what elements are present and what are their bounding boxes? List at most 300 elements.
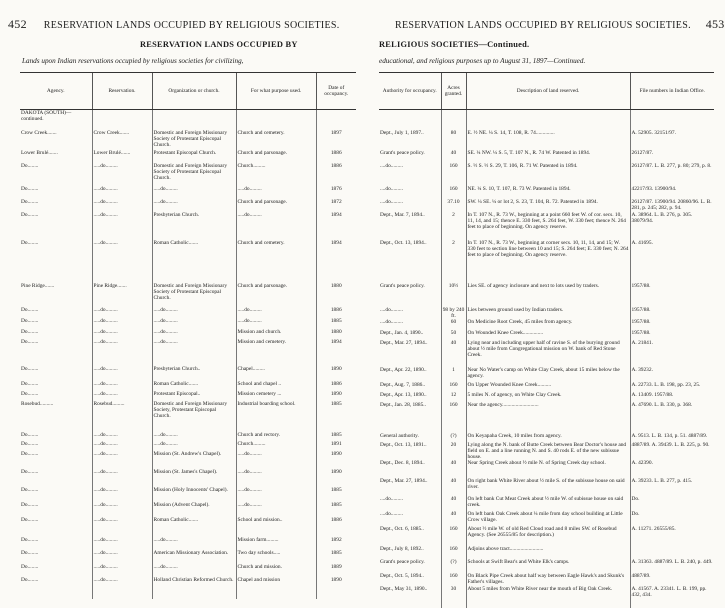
table-cell: Crow Creek....... [21, 129, 57, 136]
table-cell: ....do......... [380, 318, 403, 325]
table-cell: 160 [441, 546, 466, 559]
table-row [20, 391, 356, 401]
table-cell: 1890 [316, 451, 356, 469]
table-cell: A. 13409. 1957/88. [630, 392, 714, 402]
table-cell: Do........ [21, 516, 39, 523]
table-cell: A. 9513. L. B. 134, p. 51. 4887/89. [630, 433, 714, 442]
table-cell [630, 546, 714, 559]
table-cell: 1957/88. [630, 283, 714, 307]
right-subtitle: educational, and religious purposes up to August 31, 1897—Continued. [379, 57, 586, 65]
table-cell: .....do......... [236, 186, 316, 199]
right-header-cell: Description of land reserved. [466, 73, 630, 110]
table-cell: .....do......... [92, 441, 152, 451]
table-cell: Schools at Swift Bear's and White Elk's camps. [466, 559, 630, 573]
table-cell: 1880 [316, 329, 356, 339]
table-cell: Dept., Aug. 7, 1886.. [380, 381, 426, 388]
table-cell: Domestic and Foreign Missionary Society of Protestant Episcopal Church. [152, 163, 236, 186]
table-cell [236, 110, 316, 130]
table-row [20, 441, 356, 451]
table-cell: 1897 [316, 130, 356, 150]
table-cell: Church and cemetery. [236, 130, 316, 150]
table-cell: .....do......... [92, 487, 152, 502]
table-cell: Church and parsonage. [236, 199, 316, 212]
table-cell: Two day schools..... [236, 550, 316, 564]
right-page [359, 0, 725, 600]
table-cell: Church and mission. [236, 564, 316, 577]
table-cell: .....do......... [92, 502, 152, 517]
table-cell: 160 [441, 402, 466, 433]
table-cell: 1892 [316, 537, 356, 550]
table-cell: .....do......... [152, 564, 236, 577]
table-row [379, 163, 714, 186]
table-cell: .....do......... [152, 339, 236, 366]
table-cell: 1894 [316, 212, 356, 240]
table-cell: 1885 [316, 550, 356, 564]
table-cell: School and mission.. [236, 517, 316, 537]
table-row [20, 381, 356, 391]
table-cell: 40 [441, 478, 466, 496]
table-cell: NE. ¼ S. 10, T. 107, R. 73 W. Patented in 1894. [466, 186, 630, 199]
table-cell: Dept., Apr. 22, 1890.. [380, 366, 427, 373]
table-cell: Do........ [21, 549, 39, 556]
table-row [20, 186, 356, 199]
table-cell: Do........ [21, 390, 39, 397]
table-cell: In T. 107 N., R. 73 W., beginning at corner secs. 10, 11, 14, and 15; W. 330 feet to section line between 10 and 15; S. 264 feet; E. 330 feet; N. 264 feet to place of beginning. On agency reserve. [466, 240, 630, 283]
table-cell: 1886 [316, 163, 356, 186]
table-cell: Domestic and Foreign Missionary Society, Protestant Episcopal Church. [152, 401, 236, 432]
table-cell: .....do......... [92, 329, 152, 339]
table-cell: 40 [441, 496, 466, 511]
table-cell: Do........ [21, 576, 39, 583]
table-cell: 1886 [316, 150, 356, 163]
table-row [379, 511, 714, 526]
table-cell: Mission and church. [236, 329, 316, 339]
table-cell: ....do......... [380, 495, 403, 502]
table-cell: Do........ [21, 440, 39, 447]
left-header-cell: Reservation. [92, 73, 152, 110]
table-cell [630, 110, 714, 130]
table-cell: (?) [441, 433, 466, 442]
table-row [379, 392, 714, 402]
table-cell: 1890 [316, 391, 356, 401]
table-cell: 1886 [316, 381, 356, 391]
table-row [20, 339, 356, 366]
left-subtitle: Lands upon Indian reservations occupied by religious societies for civilizing, [22, 57, 244, 65]
table-cell: 40 [441, 150, 466, 163]
table-row [379, 496, 714, 511]
table-cell: .....do......... [92, 212, 152, 240]
table-cell: .....do......... [236, 212, 316, 240]
table-row [379, 283, 714, 307]
table-row [20, 307, 356, 318]
table-cell: Dept., May 31, 1890.. [380, 585, 428, 592]
table-cell: 160 [441, 573, 466, 586]
table-row [20, 550, 356, 564]
table-row [379, 240, 714, 283]
table-cell: 20 [441, 442, 466, 460]
table-cell: .....do......... [236, 502, 316, 517]
table-cell: .....do......... [236, 487, 316, 502]
table-cell: 1885 [316, 401, 356, 432]
table-cell: Near the agency........................... [466, 402, 630, 433]
table-cell: 30 [441, 586, 466, 608]
table-cell: .....do......... [92, 391, 152, 401]
table-cell: .....do......... [152, 186, 236, 199]
table-cell: 1894 [316, 240, 356, 283]
table-cell: A. 38964. L. B. 276, p. 305. 38079/94. [630, 212, 714, 240]
table-cell: Dept., July 1, 1897.. [380, 129, 424, 136]
table-cell: Lying along the N. bank of Butte Creek between Bear Doctor's house and field on E. and a line running N. and S. 40 rods E. of the new subissue house. [466, 442, 630, 460]
table-cell: A. 41567. A. 23341. L. B. 199, pp. 432, 434. [630, 586, 714, 608]
table-cell: 40 [441, 340, 466, 367]
table-cell: .....do......... [92, 240, 152, 283]
table-cell: 1889 [316, 564, 356, 577]
table-cell: 1891 [316, 441, 356, 451]
table-row [20, 502, 356, 517]
table-cell: .....do......... [92, 199, 152, 212]
table-cell: Mission farm......... [236, 537, 316, 550]
table-cell: Grant's peace policy. [380, 558, 425, 565]
table-cell: Mission (Advent Chapel). [152, 502, 236, 517]
table-cell: 1957/88. [630, 330, 714, 340]
table-cell: Do........ [21, 306, 39, 313]
table-row [379, 330, 714, 340]
table-cell: 1885 [316, 502, 356, 517]
left-table-body [20, 110, 356, 599]
table-cell: Lower Brulé....... [21, 149, 58, 156]
table-cell: ....do......... [380, 510, 403, 517]
table-cell: 26127/87. L. B. 277, p. 80; 279, p. 8. [630, 163, 714, 186]
table-cell: On Black Pipe Creek about half way between Eagle Hawk's and Skunk's Father's villages. [466, 573, 630, 586]
table-cell: 26127/87. 13900/94. 20860/96. L. B. 281, p. 245; 282, p. 94. [630, 199, 714, 212]
table-cell: 1872 [316, 199, 356, 212]
table-cell: .....do......... [236, 307, 316, 318]
table-cell: Do........ [21, 317, 39, 324]
table-cell: Holland Christian Reformed Church. [152, 577, 236, 599]
table-cell: 80 [441, 130, 466, 150]
table-cell: Lies between ground used by Indian traders. [466, 307, 630, 319]
table-cell: 160 [441, 382, 466, 392]
table-cell: A. 47690. L. B. 330, p. 368. [630, 402, 714, 433]
table-cell: 1885 [316, 432, 356, 441]
table-cell: Do........ [21, 239, 39, 246]
table-cell: General authority. [380, 432, 419, 439]
table-cell: 1876 [316, 186, 356, 199]
table-cell: .....do......... [92, 550, 152, 564]
table-cell: Do. [630, 511, 714, 526]
table-cell: .....do......... [92, 451, 152, 469]
table-cell: .....do......... [92, 564, 152, 577]
table-cell: 5 miles N. of agency, on White Clay Creek. [466, 392, 630, 402]
right-table-body [379, 110, 714, 608]
table-cell: .....do......... [92, 577, 152, 599]
table-cell: About 5 miles from White River near the mouth of Big Oak Creek. [466, 586, 630, 608]
table-cell: .....do......... [152, 199, 236, 212]
table-cell: A. 39233. L. B. 277, p. 415. [630, 478, 714, 496]
table-cell: ....do......... [380, 185, 403, 192]
table-cell: Lies SE. of agency inclosure and next to lots used by traders. [466, 283, 630, 307]
table-row [20, 283, 356, 307]
table-cell: 2 [441, 212, 466, 240]
table-cell: 1957/88. [630, 307, 714, 319]
left-running-head: RESERVATION LANDS OCCUPIED BY RELIGIOUS SOCIETIES. [43, 20, 340, 31]
table-row [20, 150, 356, 163]
table-cell: 1886 [316, 307, 356, 318]
table-row [20, 240, 356, 283]
table-cell: Dept., Apr. 13, 1890.. [380, 391, 427, 398]
table-row [20, 577, 356, 599]
table-cell: .....do......... [152, 329, 236, 339]
right-header-row [379, 73, 714, 110]
left-header-cell: Organization or church. [152, 73, 236, 110]
table-row [20, 110, 356, 130]
table-cell: Near Spring Creek about ½ mile N. of Spring Creek day school. [466, 460, 630, 478]
table-cell: 1880 [316, 283, 356, 307]
table-cell: .....do......... [92, 186, 152, 199]
table-cell: Dept., Jan. 28, 1885.. [380, 401, 426, 408]
left-header-row [20, 73, 356, 110]
table-cell: Domestic and Foreign Missionary Society of Protestant Episcopal Church. [152, 283, 236, 307]
table-cell: Chapel......... [236, 366, 316, 381]
table-row [379, 199, 714, 212]
table-cell: S. ½ S. ½ S. 29, T. 106, R. 71 W. Patented in 1894. [466, 163, 630, 186]
table-cell: ....do......... [380, 306, 403, 313]
table-cell: Mission cemetery ... [236, 391, 316, 401]
table-cell: Grant's peace policy. [380, 149, 425, 156]
table-row [379, 382, 714, 392]
table-row [20, 487, 356, 502]
table-row [20, 432, 356, 441]
table-cell: Mission and cemetery. [236, 339, 316, 366]
table-row [20, 318, 356, 329]
table-cell: Do. [630, 496, 714, 511]
table-cell: Mission (St. James's Chapel). [152, 469, 236, 487]
left-title: RESERVATION LANDS OCCUPIED BY [140, 40, 298, 49]
table-cell: 160 [441, 163, 466, 186]
table-cell: DAKOTA (SOUTH)—continued. [21, 110, 72, 123]
table-cell: 1890 [316, 366, 356, 381]
table-cell: Dept., Oct. 13, 1891.. [380, 441, 427, 448]
table-cell: A. 21841. [630, 340, 714, 367]
table-cell: Do........ [21, 468, 39, 475]
table-cell: .....do......... [152, 537, 236, 550]
table-row [379, 573, 714, 586]
right-running-head: RESERVATION LANDS OCCUPIED BY RELIGIOUS SOCIETIES. [395, 20, 691, 31]
table-cell: On Upper Wounded Knee Creek.......... [466, 382, 630, 392]
table-cell: .....do......... [92, 469, 152, 487]
table-cell: 10½ [441, 283, 466, 307]
table-cell: Dept., Oct. 13, 1894.. [380, 239, 427, 246]
table-row [20, 537, 356, 550]
table-row [379, 319, 714, 330]
table-cell: .....do......... [92, 517, 152, 537]
table-cell: 40 [441, 460, 466, 478]
table-cell: 1 [441, 367, 466, 382]
table-cell: Roman Catholic....... [152, 517, 236, 537]
table-cell: .....do......... [92, 163, 152, 186]
table-cell: (?) [441, 559, 466, 573]
table-row [20, 212, 356, 240]
left-header-cell: For what purpose used. [236, 73, 316, 110]
table-cell: A. 42390. [630, 460, 714, 478]
table-cell: Grant's peace policy. [380, 282, 425, 289]
table-cell [466, 110, 630, 130]
table-cell: SW. ¼ SE. ¼ or lot 2, S. 23, T. 104, R. 72. Patented in 1894. [466, 199, 630, 212]
table-cell: On Wounded Knee Creek............... [466, 330, 630, 340]
table-cell: 1894 [316, 339, 356, 366]
table-cell [92, 110, 152, 130]
table-cell: .....do......... [236, 318, 316, 329]
table-cell: .....do......... [92, 318, 152, 329]
table-row [379, 130, 714, 150]
table-cell: .....do......... [92, 537, 152, 550]
table-row [379, 433, 714, 442]
table-cell: Do........ [21, 211, 39, 218]
table-row [20, 130, 356, 150]
table-cell: A. 31363. 4887/89. L. B. 240, p. 449. [630, 559, 714, 573]
table-row [20, 329, 356, 339]
table-cell: Do........ [21, 501, 39, 508]
table-cell: .....do......... [92, 381, 152, 391]
table-cell: .....do......... [236, 451, 316, 469]
table-cell: In T. 107 N., R. 73 W., beginning at a point 660 feet W. of cor. secs. 10, 11, 14, and 15; thence E. 330 feet, S. 264 feet, W. 330 feet; thence N. 264 feet to place of beginning. On agency reserve. [466, 212, 630, 240]
table-cell: Do........ [21, 162, 39, 169]
left-header-cell: Date of occupancy. [316, 73, 356, 110]
table-cell [152, 110, 236, 130]
table-cell: .....do......... [92, 307, 152, 318]
table-cell: Rosebud......... [92, 401, 152, 432]
table-row [20, 163, 356, 186]
table-cell: 26127/87. [630, 150, 714, 163]
table-row [379, 442, 714, 460]
table-cell: .....do......... [152, 307, 236, 318]
table-cell: ....do......... [380, 198, 403, 205]
table-cell: Do........ [21, 450, 39, 457]
table-cell: Do........ [21, 185, 39, 192]
table-row [379, 546, 714, 559]
table-cell: Lying near and including upper half of ravine S. of the burying ground about ½ mile from Congregational mission on W. bank of Red Stone Creek. [466, 340, 630, 367]
table-row [379, 150, 714, 163]
table-cell: Near No Water's camp on White Clay Creek, about 15 miles below the agency. [466, 367, 630, 382]
table-cell: Adjoins above tract......................... [466, 546, 630, 559]
table-cell [316, 110, 356, 130]
table-cell: Roman Catholic....... [152, 381, 236, 391]
table-cell: Do........ [21, 365, 39, 372]
table-cell: School and chapel .. [236, 381, 316, 391]
table-cell: 4887/89. A. 39439. L. B. 225, p. 90. [630, 442, 714, 460]
table-cell: Mission (St. Andrew's Chapel). [152, 451, 236, 469]
table-cell: Protestant Episcopal.. [152, 391, 236, 401]
table-cell: Mission (Holy Innocents' Chapel). [152, 487, 236, 502]
table-cell: 98 by 240 ft. [442, 306, 465, 319]
table-cell: .....do......... [92, 339, 152, 366]
table-cell: Do........ [21, 338, 39, 345]
left-page-header [8, 17, 340, 32]
table-cell: Dept., Mar. 7, 1894.. [380, 211, 425, 218]
right-page-number: 453 [705, 17, 725, 31]
table-cell: Presbyterian Church. [152, 212, 236, 240]
table-cell: Church......... [236, 441, 316, 451]
table-row [379, 559, 714, 573]
table-cell: ....do......... [380, 162, 403, 169]
table-cell: Chapel and mission [236, 577, 316, 599]
table-cell: 1885 [316, 487, 356, 502]
table-cell: A. 22733. L. B. 198, pp. 23, 25. [630, 382, 714, 392]
table-row [379, 110, 714, 130]
table-cell: Pine Ridge....... [21, 282, 55, 289]
table-cell: Protestant Episcopal Church. [152, 150, 236, 163]
table-cell: A. 39232. [630, 367, 714, 382]
table-cell: Do........ [21, 198, 39, 205]
table-cell: Do........ [21, 536, 39, 543]
table-cell: 42217/93. 13900/94. [630, 186, 714, 199]
table-cell: Church and parsonage. [236, 283, 316, 307]
table-row [20, 401, 356, 432]
table-row [379, 478, 714, 496]
left-header-cell: Agency. [20, 73, 92, 110]
right-header-cell: Authority for occupancy. [379, 73, 441, 110]
table-row [379, 307, 714, 319]
table-row [379, 460, 714, 478]
table-row [20, 564, 356, 577]
table-row [20, 469, 356, 487]
left-table [20, 72, 356, 599]
table-cell: 160 [441, 186, 466, 199]
table-cell: Roman Catholic....... [152, 240, 236, 283]
table-cell: 1890 [316, 577, 356, 599]
table-cell: On Medicine Root Creek, 45 miles from agency. [466, 319, 630, 330]
table-cell: Do........ [21, 486, 39, 493]
table-cell: Dept., Mar. 27, 1894.. [380, 339, 428, 346]
table-cell: Do........ [21, 328, 39, 335]
table-row [379, 402, 714, 433]
left-page-number: 452 [8, 17, 27, 31]
right-title: RELIGIOUS SOCIETIES—Continued. [379, 40, 530, 49]
table-cell: SE. ¼ NW. ¼ S. 5, T. 107 N., R. 74 W. Patented in 1894. [466, 150, 630, 163]
table-cell: 60 [441, 319, 466, 330]
table-cell: 1886 [316, 517, 356, 537]
table-cell: Church and cemetery. [236, 240, 316, 283]
table-row [379, 586, 714, 608]
table-cell: On left bank Cut Meat Creek about ½ mile W. of subissue house on said creek. [466, 496, 630, 511]
table-cell: 37.10 [441, 199, 466, 212]
right-header-cell: Acres granted. [441, 73, 466, 110]
table-cell: Do........ [21, 380, 39, 387]
table-cell: A. 52905. 32151/97. [630, 130, 714, 150]
table-cell [379, 110, 441, 130]
table-cell: Dept., Dec. 8, 1894.. [380, 459, 425, 466]
table-cell: Church and parsonage. [236, 150, 316, 163]
table-cell: 40 [441, 511, 466, 526]
table-cell: Church......... [236, 163, 316, 186]
table-cell: .....do......... [236, 469, 316, 487]
table-cell: Do........ [21, 563, 39, 570]
table-cell: .....do......... [152, 432, 236, 441]
table-row [379, 526, 714, 546]
table-row [20, 199, 356, 212]
table-cell: 4887/89. [630, 573, 714, 586]
table-cell: A. 41695. [630, 240, 714, 283]
table-cell: On right bank White River about ½ mile S. of the subissue house on said river. [466, 478, 630, 496]
table-cell: On left bank Oak Creek about ¼ mile from day school building at Little Crow village. [466, 511, 630, 526]
table-cell: 1890 [316, 469, 356, 487]
table-cell: Rosebud.......... [21, 400, 54, 407]
table-cell: On Keyapaha Creek, 10 miles from agency. [466, 433, 630, 442]
left-page [0, 0, 358, 600]
table-row [20, 451, 356, 469]
table-cell: E. ½ NE. ¼ S. 14, T. 108, R. 74.............. [466, 130, 630, 150]
table-cell: 1885 [316, 318, 356, 329]
